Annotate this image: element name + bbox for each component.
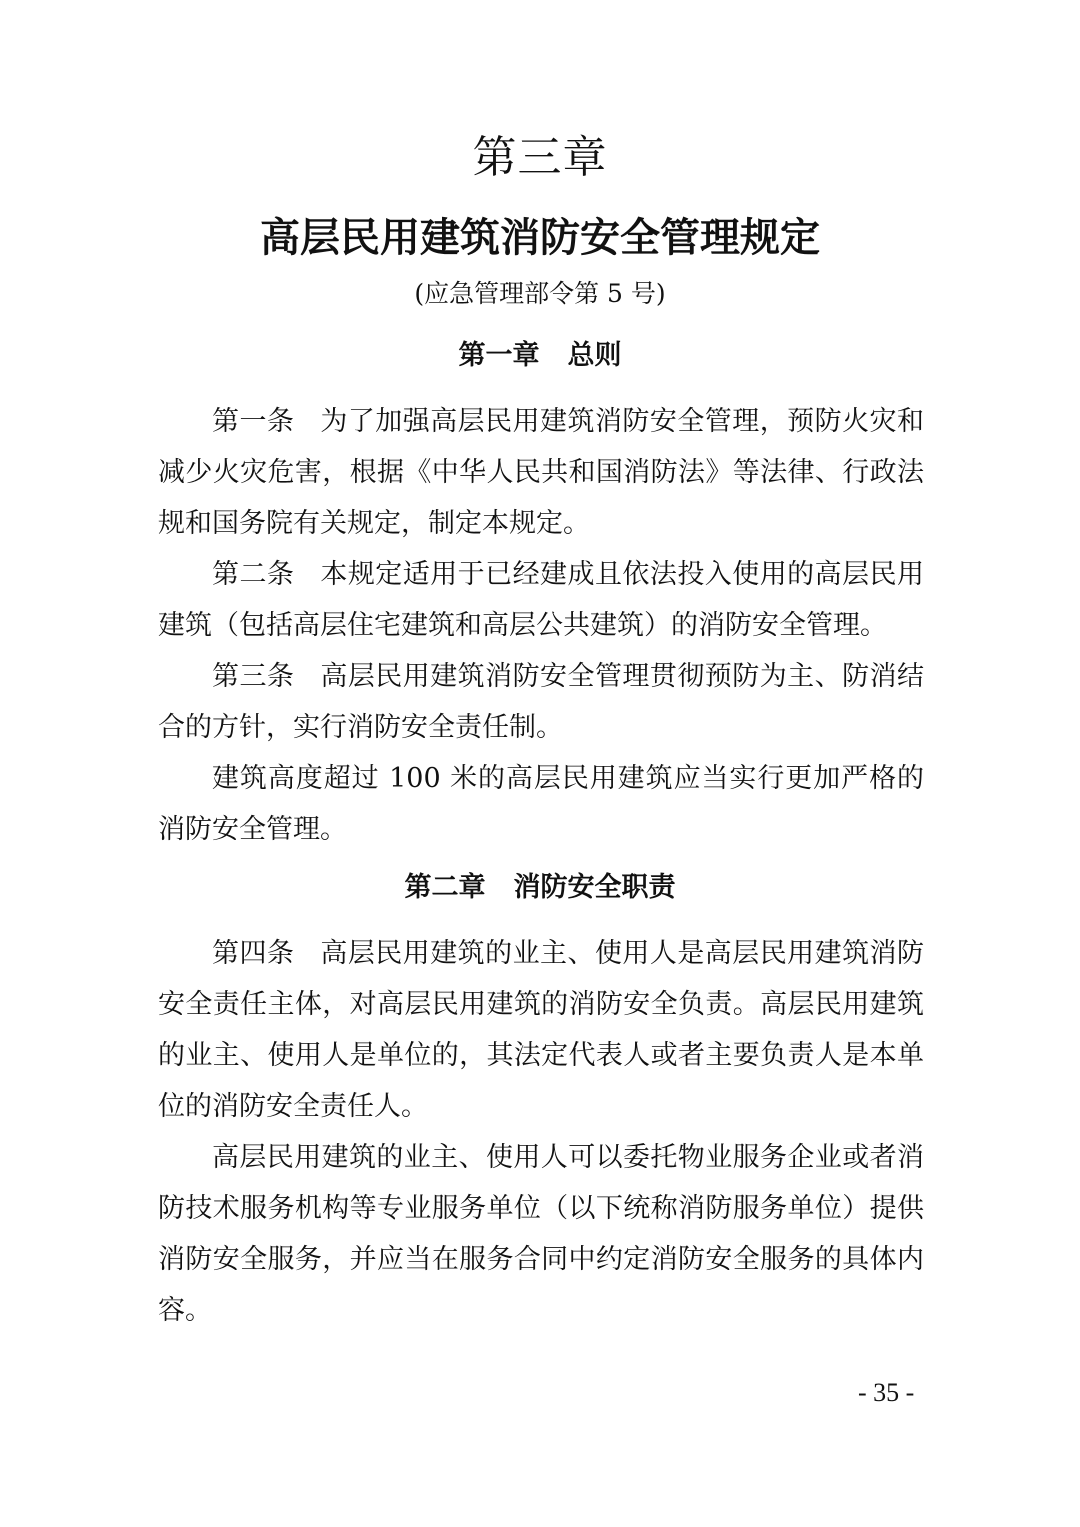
page-number: - 35 -	[858, 1378, 915, 1407]
article-paragraph	[158, 549, 924, 651]
body-paragraph	[158, 753, 924, 855]
section-heading-duties	[0, 868, 1080, 908]
section-title: 总则	[567, 340, 622, 371]
section-title: 消防安全职责	[513, 872, 676, 903]
chapter-title: 第三章	[472, 132, 608, 183]
article-paragraph	[158, 396, 924, 549]
article-number: 第四条	[212, 938, 295, 969]
section-number: 第二章	[404, 872, 486, 903]
article-text: 为了加强高层民用建筑消防安全管理，预防火灾和减少火灾危害，根据《中华人民共和国消防法》等法律、行政法规和国务院有关规定，制定本规定。	[158, 406, 924, 539]
document-title: 高层民用建筑消防安全管理规定	[260, 215, 820, 261]
article-paragraph	[158, 651, 924, 753]
article-text: 高层民用建筑消防安全管理贯彻预防为主、防消结合的方针，实行消防安全责任制。	[158, 661, 924, 743]
article-text: 高层民用建筑的业主、使用人是高层民用建筑消防安全责任主体，对高层民用建筑的消防安全负责。高层民用建筑的业主、使用人是单位的，其法定代表人或者主要负责人是本单位的消防安全责任人。	[158, 938, 924, 1122]
paragraph-text: 建筑高度超过 100 米的高层民用建筑应当实行更加严格的消防安全管理。	[158, 763, 924, 845]
article-paragraph	[158, 928, 924, 1132]
article-number: 第二条	[212, 559, 295, 590]
article-number: 第一条	[212, 406, 295, 437]
section-number: 第一章	[458, 340, 540, 371]
document-subtitle: (应急管理部令第 5 号)	[414, 279, 666, 308]
paragraph-text: 高层民用建筑的业主、使用人可以委托物业服务企业或者消防技术服务机构等专业服务单位（以下统称消防服务单位）提供消防安全服务，并应当在服务合同中约定消防安全服务的具体内容。	[158, 1142, 924, 1326]
article-text: 本规定适用于已经建成且依法投入使用的高层民用建筑（包括高层住宅建筑和高层公共建筑）的消防安全管理。	[158, 559, 924, 641]
section-heading-general	[0, 336, 1080, 376]
body-paragraph	[158, 1132, 924, 1336]
article-number: 第三条	[212, 661, 295, 692]
